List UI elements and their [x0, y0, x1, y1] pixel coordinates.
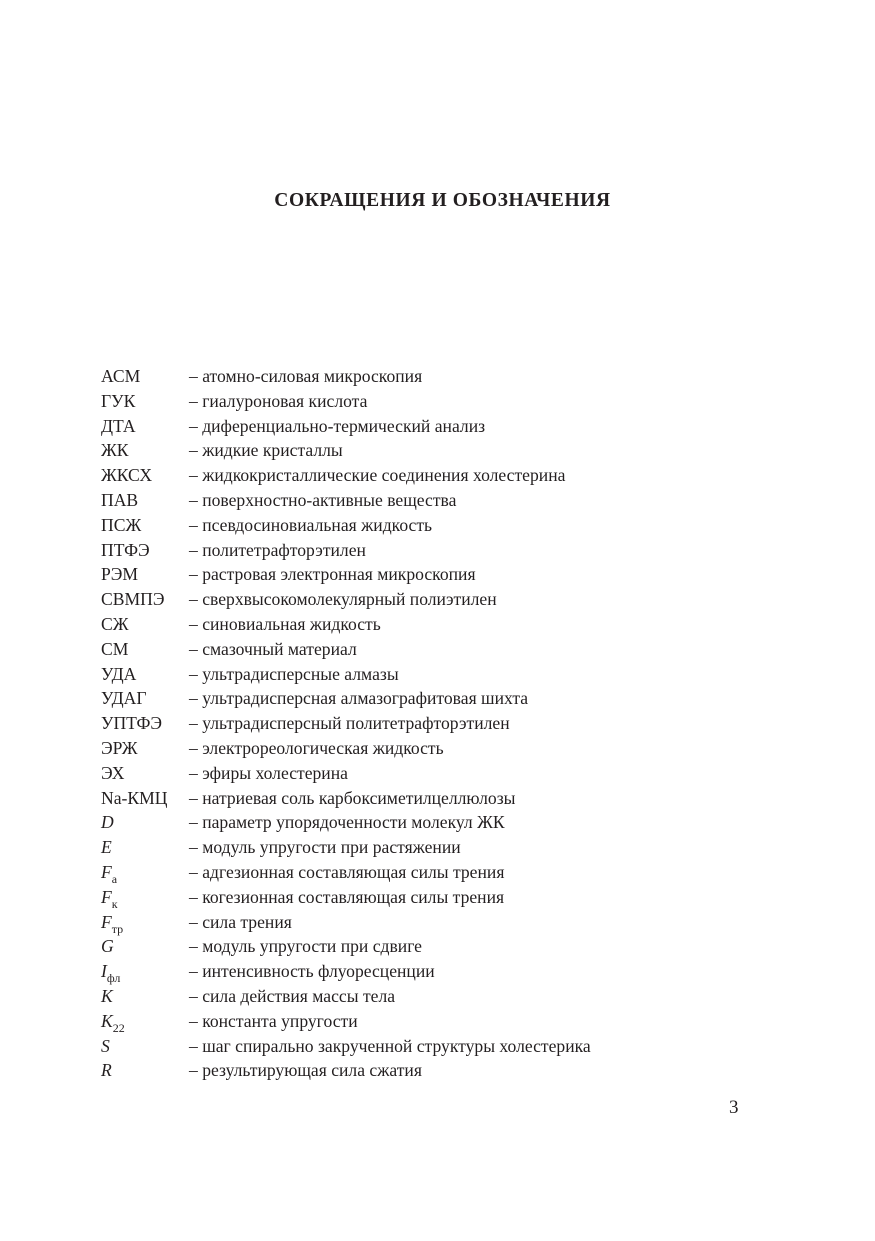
abbreviation-term: УДАГ	[101, 688, 147, 709]
symbol-subscript: тр	[111, 921, 124, 936]
list-item	[101, 736, 821, 761]
abbreviation-definition: – ультрадисперсные алмазы	[189, 663, 399, 684]
symbol-subscript: а	[111, 871, 118, 886]
symbol-item	[101, 984, 821, 1009]
symbol-item	[101, 1058, 821, 1083]
symbol-definition: – сила трения	[189, 911, 292, 932]
list-item	[101, 786, 821, 811]
symbol-definition: – шаг спирально закрученной структуры холестерика	[189, 1035, 591, 1056]
symbol-letter: F	[101, 911, 112, 932]
list-item	[101, 761, 821, 786]
abbreviation-definition: – растровая электронная микроскопия	[189, 564, 476, 585]
symbol-letter: E	[101, 837, 112, 858]
symbol-item	[101, 910, 821, 935]
list-item	[101, 414, 821, 439]
symbol-letter: R	[101, 1060, 112, 1081]
abbreviation-definition: – жидкие кристаллы	[189, 440, 343, 461]
symbol-term	[101, 984, 189, 1009]
abbreviation-term: СМ	[101, 638, 129, 659]
symbol-item	[101, 934, 821, 959]
symbol-letter: D	[101, 812, 114, 833]
symbol-term	[101, 934, 189, 959]
symbol-item	[101, 835, 821, 860]
symbol-item	[101, 860, 821, 885]
symbol-definition: – параметр упорядоченности молекул ЖК	[189, 812, 505, 833]
list-item	[101, 711, 821, 736]
abbreviation-term: ПСЖ	[101, 514, 142, 535]
symbol-item	[101, 1034, 821, 1059]
abbreviation-definition: – эфиры холестерина	[189, 762, 348, 783]
abbreviation-definition: – ультрадисперсный политетрафторэтилен	[189, 713, 510, 734]
symbol-definition: – константа упругости	[189, 1010, 358, 1031]
symbol-term	[101, 1034, 189, 1059]
symbol-subscript: 22	[112, 1020, 125, 1035]
symbol-definition: – результирующая сила сжатия	[189, 1060, 422, 1081]
symbol-item	[101, 1009, 821, 1034]
abbreviation-definition: – политетрафторэтилен	[189, 539, 366, 560]
symbol-letter: I	[101, 961, 107, 982]
symbol-definition: – когезионная составляющая силы трения	[189, 886, 505, 907]
list-item	[101, 463, 821, 488]
abbreviation-term: СЖ	[101, 613, 129, 634]
symbol-term	[101, 910, 189, 935]
symbol-letter: F	[101, 861, 112, 882]
abbreviation-definition: – сверхвысокомолекулярный полиэтилен	[189, 589, 497, 610]
abbreviation-term: ГУК	[101, 390, 136, 411]
abbreviation-term: ПТФЭ	[101, 539, 150, 560]
abbreviation-term: УДА	[101, 663, 137, 684]
list-item	[101, 686, 821, 711]
symbol-term	[101, 860, 189, 885]
list-item	[101, 538, 821, 563]
abbreviation-term: ЭХ	[101, 762, 125, 783]
abbreviation-term: ЖКСХ	[101, 465, 153, 486]
abbreviation-list	[101, 364, 821, 1083]
page-title: СОКРАЩЕНИЯ И ОБОЗНАЧЕНИЯ	[274, 190, 611, 211]
symbol-letter: F	[101, 886, 112, 907]
symbol-term	[101, 959, 189, 984]
symbol-letter: G	[101, 936, 114, 957]
abbreviation-definition: – атомно-силовая микроскопия	[189, 366, 423, 386]
abbreviation-term: РЭМ	[101, 564, 139, 585]
abbreviation-term: АСМ	[101, 366, 141, 386]
symbol-definition: – адгезионная составляющая силы трения	[189, 861, 505, 882]
symbol-item	[101, 885, 821, 910]
list-item	[101, 662, 821, 687]
abbreviation-definition: – натриевая соль карбоксиметилцеллюлозы	[189, 787, 516, 808]
symbol-letter: K	[101, 1010, 113, 1031]
abbreviation-definition: – синовиальная жидкость	[189, 613, 381, 634]
abbreviation-definition: – смазочный материал	[189, 638, 357, 659]
list-item	[101, 389, 821, 414]
list-item	[101, 587, 821, 612]
abbreviation-definition: – жидкокристаллические соединения холестерина	[189, 465, 566, 486]
symbol-term	[101, 1009, 189, 1034]
abbreviation-term: ЖК	[101, 440, 129, 461]
abbreviation-term: ЭРЖ	[101, 737, 138, 758]
abbreviation-term: Na-КМЦ	[101, 787, 168, 808]
symbol-definition: – интенсивность флуоресценции	[189, 961, 435, 982]
list-item	[101, 562, 821, 587]
abbreviation-definition: – электрореологическая жидкость	[189, 737, 444, 758]
symbol-item	[101, 959, 821, 984]
list-item	[101, 364, 821, 389]
abbreviation-term: СВМПЭ	[101, 589, 165, 610]
abbreviation-definition: – псевдосиновиальная жидкость	[189, 514, 433, 535]
symbol-definition: – модуль упругости при растяжении	[189, 837, 461, 858]
list-item	[101, 612, 821, 637]
symbol-letter: K	[101, 985, 113, 1006]
symbol-subscript: фл	[106, 971, 121, 986]
symbol-letter: S	[101, 1035, 110, 1056]
abbreviation-term: ДТА	[101, 415, 136, 436]
list-item	[101, 438, 821, 463]
symbol-term	[101, 1058, 189, 1083]
symbol-subscript: к	[111, 896, 118, 911]
symbol-term	[101, 835, 189, 860]
symbol-term	[101, 810, 189, 835]
symbol-definition: – модуль упругости при сдвиге	[189, 936, 422, 957]
abbreviation-term: УПТФЭ	[101, 713, 163, 734]
abbreviation-definition: – ультрадисперсная алмазографитовая шихта	[189, 688, 529, 709]
symbol-item	[101, 810, 821, 835]
abbreviation-definition: – диференциально-термический анализ	[189, 415, 486, 436]
abbreviation-definition: – поверхностно-активные вещества	[189, 489, 457, 510]
list-item	[101, 513, 821, 538]
list-item	[101, 637, 821, 662]
symbol-definition: – сила действия массы тела	[189, 985, 396, 1006]
abbreviation-definition: – гиалуроновая кислота	[189, 390, 368, 411]
abbreviation-term: ПАВ	[101, 489, 139, 510]
page-number: 3	[729, 1097, 739, 1118]
symbol-term	[101, 885, 189, 910]
list-item	[101, 488, 821, 513]
